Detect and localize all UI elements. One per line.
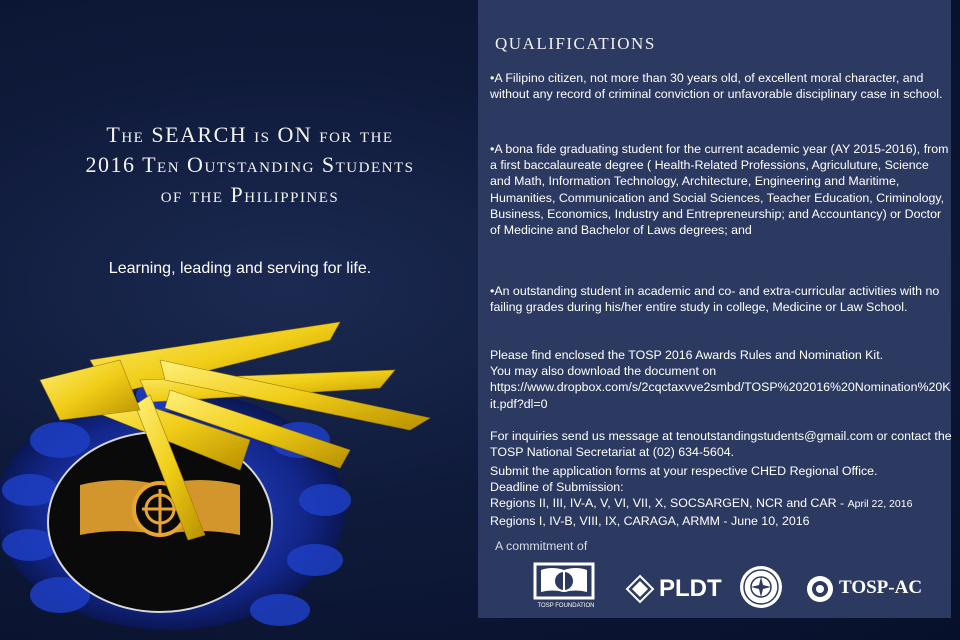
tosp-foundation-label: TOSP FOUNDATION <box>537 603 595 609</box>
tosp-ac-logo <box>805 572 935 606</box>
qualifications-title: QUALIFICATIONS <box>495 34 656 53</box>
nomination-kit-info <box>490 347 952 412</box>
submission-info <box>490 463 952 529</box>
headline-line-3: of the Philippines <box>160 182 340 207</box>
headline <box>40 120 460 210</box>
tosp-emblem-icon <box>80 480 240 535</box>
pldt-label: PLDT <box>659 575 722 602</box>
kit-line-2: You may also download the document on <box>490 364 717 379</box>
tosp-foundation-icon <box>533 562 595 600</box>
tosp-ac-label: TOSP-AC <box>839 577 923 598</box>
pldt-icon <box>625 574 655 604</box>
headline-line-1: The SEARCH is ON for the <box>106 122 394 147</box>
regions-1-date: April 22, 2016 <box>847 498 913 511</box>
ched-seal-logo <box>738 564 788 614</box>
tagline: Learning, leading and serving for life. <box>108 260 372 277</box>
headline-line-2: 2016 Ten Outstanding Students <box>85 152 415 177</box>
inquiry-info: For inquiries send us message at tenoutstandingstudents@gmail.com or contact the TOSP National Secretariat at (02) 634-5604. <box>490 429 952 460</box>
qualification-3: •An outstanding student in academic and co- and extra-curricular activities with no failing grades during his/her entire study in college, Medicine or Law School. <box>490 284 940 315</box>
deadline-label: Deadline of Submission: <box>490 480 624 495</box>
tosp-ac-icon <box>805 574 835 604</box>
sponsor-logos <box>533 562 943 614</box>
qualifications-panel <box>478 0 951 618</box>
pldt-logo <box>625 572 735 606</box>
tosp-foundation-logo <box>533 562 603 614</box>
medal-trophy-image <box>0 300 470 640</box>
ched-seal-icon <box>738 564 784 610</box>
deadline-regions-1 <box>490 495 952 512</box>
qualification-2: •A bona fide graduating student for the current academic year (AY 2015-2016), from a first baccalaureate degree ( Health-Related Professions, Agriculuture, Science and Math, Information Technology, Architecture, Engineering and Maritime, Humanities, Communication and Social Sciences, Teacher Education, Criminology, Business, Economics, Industry and Entrepreneurship; and Accountancy) or Doctor of Medicine and Bachelor of Laws degrees; and <box>490 142 949 238</box>
kit-download-link[interactable]: https://www.dropbox.com/s/2cqctaxvve2smbd/TOSP%202016%20Nomination%20Kit.pdf?dl=0 <box>490 380 951 411</box>
kit-line-1: Please find enclosed the TOSP 2016 Awards Rules and Nomination Kit. <box>490 348 884 362</box>
commitment-label: A commitment of <box>495 539 588 553</box>
deadline-regions-2: Regions I, IV-B, VIII, IX, CARAGA, ARMM - June 10, 2016 <box>490 513 810 528</box>
submit-line: Submit the application forms at your respective CHED Regional Office. <box>490 464 878 478</box>
qualification-1: •A Filipino citizen, not more than 30 years old, of excellent moral character, and without any record of criminal conviction or unfavorable disciplinary case in school. <box>490 71 943 102</box>
regions-1-text: Regions II, III, IV-A, V, VI, VII, X, SOCSARGEN, NCR and CAR - <box>490 496 848 511</box>
